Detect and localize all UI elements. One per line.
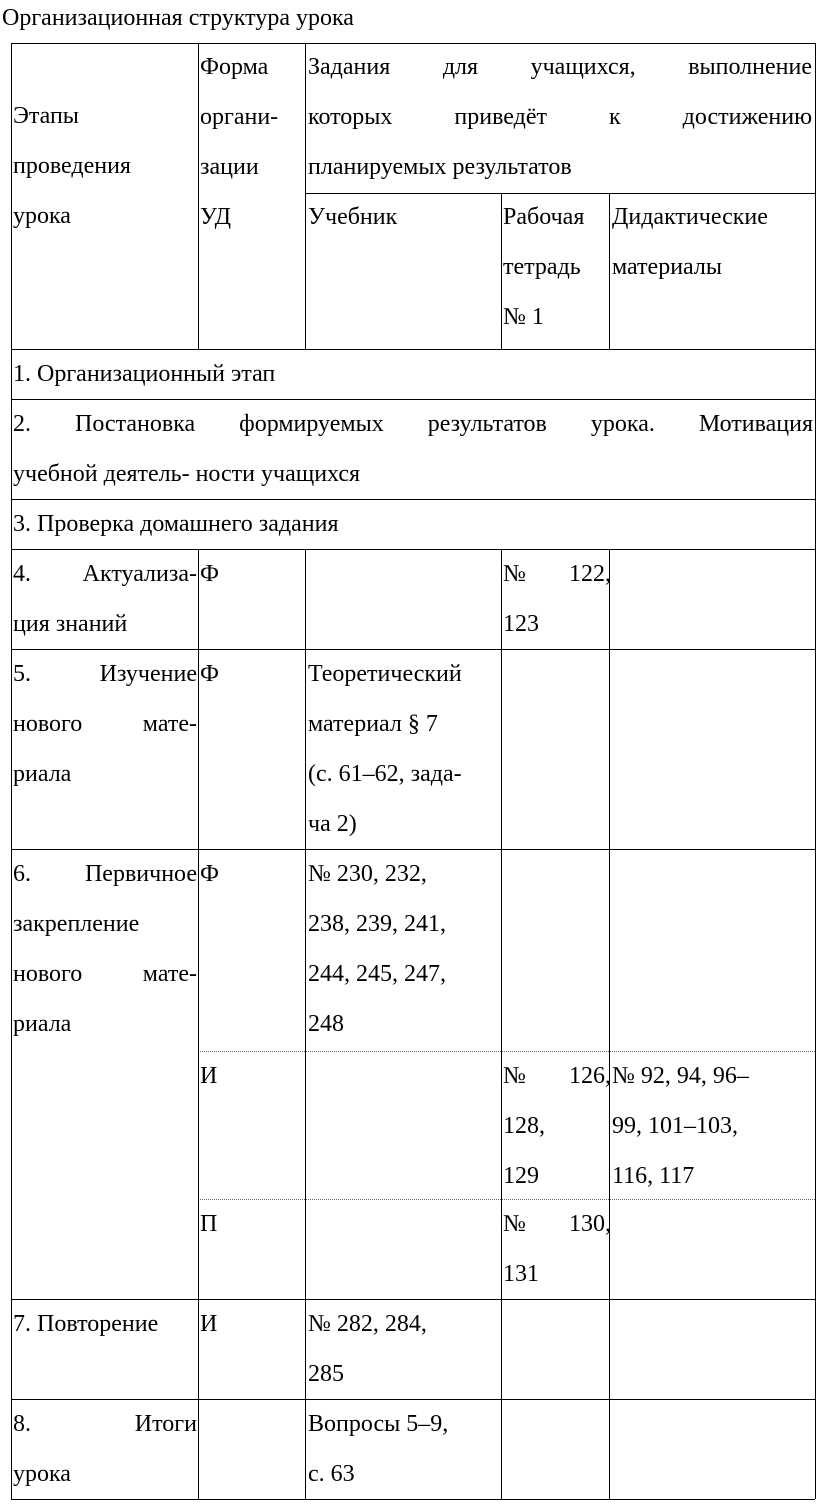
col-divider (501, 193, 502, 349)
page-title: Организационная структура урока (2, 5, 354, 31)
row-6a-form: Ф (200, 861, 219, 887)
table-border-bottom (11, 1499, 815, 1500)
row-6c-form: П (200, 1211, 218, 1237)
row-5-stage: 5. Изучение нового мате- риала (13, 661, 197, 787)
row-8-textbook: Вопросы 5–9, с. 63 (308, 1411, 449, 1487)
row-7-form: И (200, 1311, 218, 1337)
row-4-workbook: № 122, 123 (503, 561, 611, 637)
row-6c-workbook: № 130, 131 (503, 1211, 611, 1287)
row-6-stage: 6. Первичное закрепление нового мате- риала (13, 861, 197, 1037)
col-divider (305, 549, 306, 1499)
col-divider (609, 193, 610, 349)
header-tasks: Задания для учащихся, выполнение которых приведёт к достижению (308, 54, 812, 130)
row-7-textbook: № 282, 284, 285 (308, 1311, 427, 1387)
col-divider (305, 43, 306, 349)
row-6a-textbook: № 230, 232, 238, 239, 241, 244, 245, 247, 248 (308, 861, 446, 1037)
row-5-textbook: Теоретический материал § 7 (с. 61–62, зада- ча 2) (308, 661, 462, 837)
header-form: Форма органи- зации УД (200, 54, 279, 230)
header-didactic: Дидактические материалы (612, 204, 768, 280)
row-2-stage-line1: 2. Постановка формируемых результатов урока. Мотивация (13, 411, 813, 437)
row-4-stage: 4. Актуализа- ция знаний (13, 561, 197, 637)
table-border-left (11, 43, 12, 1499)
header-tasks-last-line: планируемых результатов (308, 154, 572, 180)
header-workbook: Рабочая тетрадь № 1 (503, 204, 585, 330)
row-6b-form: И (200, 1063, 218, 1089)
row-6b-workbook: № 126, 128, 129 (503, 1063, 611, 1189)
col-divider (609, 549, 610, 1499)
row-5-form: Ф (200, 661, 219, 687)
col-divider (198, 549, 199, 1499)
row-2-stage-line2: учебной деятель- ности учащихся (13, 461, 361, 487)
col-divider (198, 43, 199, 349)
row-6b-didactic: № 92, 94, 96– 99, 101–103, 116, 117 (612, 1063, 749, 1189)
header-stages: Этапы проведения урока (13, 103, 131, 229)
row-7-stage: 7. Повторение (13, 1311, 159, 1337)
row-3-stage: 3. Проверка домашнего задания (13, 511, 339, 537)
row-4-form: Ф (200, 561, 219, 587)
row-8-stage: 8. Итоги урока (13, 1411, 197, 1487)
col-divider (501, 549, 502, 1499)
row-1-stage: 1. Организационный этап (13, 361, 276, 387)
header-textbook: Учебник (308, 204, 398, 230)
